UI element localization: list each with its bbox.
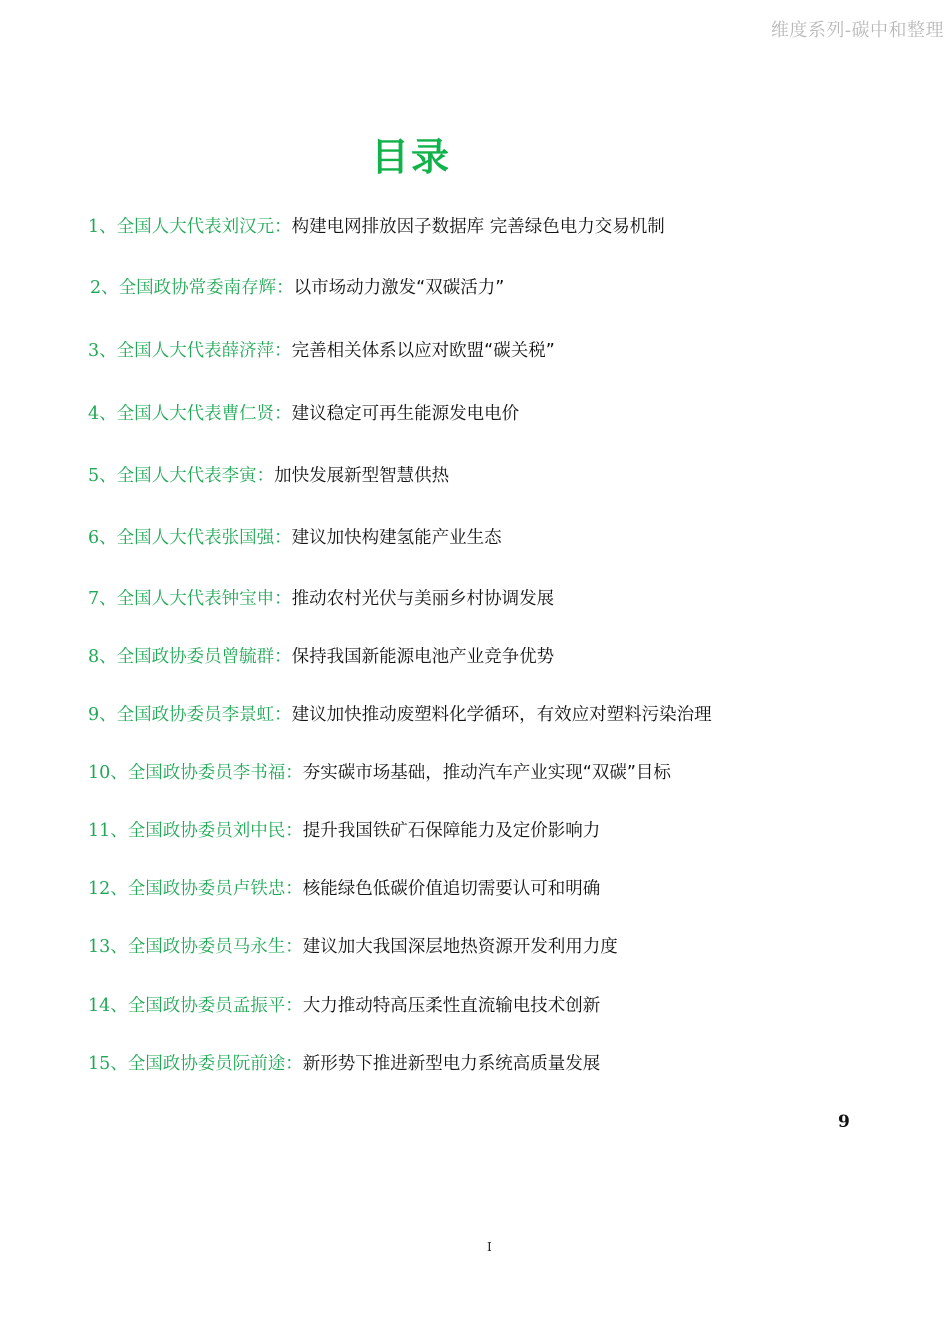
toc-entry-6[interactable] bbox=[88, 526, 502, 550]
toc-entry-prefix: 4、全国人大代表曹仁贤： bbox=[88, 404, 292, 424]
toc-entry-topic: 以市场动力激发“双碳活力” bbox=[293, 278, 505, 298]
toc-entry-prefix: 10、全国政协委员李书福： bbox=[88, 763, 303, 783]
toc-entry-prefix: 8、全国政协委员曾毓群： bbox=[88, 647, 292, 667]
toc-entry-prefix: 6、全国人大代表张国强： bbox=[88, 528, 292, 548]
toc-entry-1[interactable] bbox=[88, 215, 665, 239]
toc-entry-10[interactable] bbox=[88, 761, 671, 785]
toc-entry-topic: 建议加快构建氢能产业生态 bbox=[291, 528, 502, 548]
toc-entry-13[interactable] bbox=[88, 935, 618, 959]
toc-entry-prefix: 2、全国政协常委南存辉： bbox=[90, 278, 294, 298]
footer-page-mark: I bbox=[487, 1240, 492, 1254]
toc-entry-topic: 建议加快推动废塑料化学循环，有效应对塑料污染治理 bbox=[291, 705, 712, 725]
toc-entry-2[interactable] bbox=[90, 276, 504, 300]
toc-entry-8[interactable] bbox=[88, 645, 554, 669]
toc-entry-topic: 核能绿色低碳价值追切需要认可和明确 bbox=[302, 879, 601, 899]
toc-entry-topic: 新形势下推进新型电力系统高质量发展 bbox=[302, 1054, 601, 1074]
toc-entry-topic: 推动农村光伏与美丽乡村协调发展 bbox=[291, 589, 555, 609]
toc-entry-topic: 建议加大我国深层地热资源开发利用力度 bbox=[302, 937, 618, 957]
toc-entry-prefix: 14、全国政协委员孟振平： bbox=[88, 996, 303, 1016]
toc-entry-prefix: 5、全国人大代表李寅： bbox=[88, 466, 275, 486]
toc-entry-prefix: 3、全国人大代表薛济萍： bbox=[88, 341, 292, 361]
toc-entry-topic: 提升我国铁矿石保障能力及定价影响力 bbox=[302, 821, 601, 841]
toc-entry-15[interactable] bbox=[88, 1052, 600, 1076]
series-header-note: 维度系列-碳中和整理 bbox=[770, 20, 944, 41]
toc-title: 目录 bbox=[370, 135, 451, 179]
toc-entry-prefix: 12、全国政协委员卢铁忠： bbox=[88, 879, 303, 899]
toc-entry-topic: 加快发展新型智慧供热 bbox=[274, 466, 450, 486]
toc-entry-prefix: 7、全国人大代表钟宝申： bbox=[88, 589, 292, 609]
toc-entry-topic: 完善相关体系以应对欧盟“碳关税” bbox=[291, 341, 555, 361]
toc-entry-4[interactable] bbox=[88, 402, 519, 426]
toc-entry-prefix: 11、全国政协委员刘中民： bbox=[88, 821, 303, 841]
toc-entry-14[interactable] bbox=[88, 994, 600, 1018]
page-number: 9 bbox=[838, 1112, 850, 1132]
toc-entry-12[interactable] bbox=[88, 877, 600, 901]
toc-entry-prefix: 9、全国政协委员李景虹： bbox=[88, 705, 292, 725]
toc-entry-topic: 构建电网排放因子数据库 完善绿色电力交易机制 bbox=[291, 217, 665, 237]
toc-entry-11[interactable] bbox=[88, 819, 600, 843]
toc-entry-prefix: 13、全国政协委员马永生： bbox=[88, 937, 303, 957]
toc-entry-prefix: 1、全国人大代表刘汉元： bbox=[88, 217, 292, 237]
toc-entry-topic: 保持我国新能源电池产业竞争优势 bbox=[291, 647, 555, 667]
toc-entry-3[interactable] bbox=[88, 339, 555, 363]
toc-entry-topic: 建议稳定可再生能源发电电价 bbox=[291, 404, 520, 424]
toc-entry-topic: 夯实碳市场基础，推动汽车产业实现“双碳”目标 bbox=[302, 763, 671, 783]
toc-entry-prefix: 15、全国政协委员阮前途： bbox=[88, 1054, 303, 1074]
toc-entry-5[interactable] bbox=[88, 464, 449, 488]
toc-entry-9[interactable] bbox=[88, 703, 712, 727]
toc-entry-topic: 大力推动特高压柔性直流输电技术创新 bbox=[302, 996, 601, 1016]
toc-entry-7[interactable] bbox=[88, 587, 554, 611]
